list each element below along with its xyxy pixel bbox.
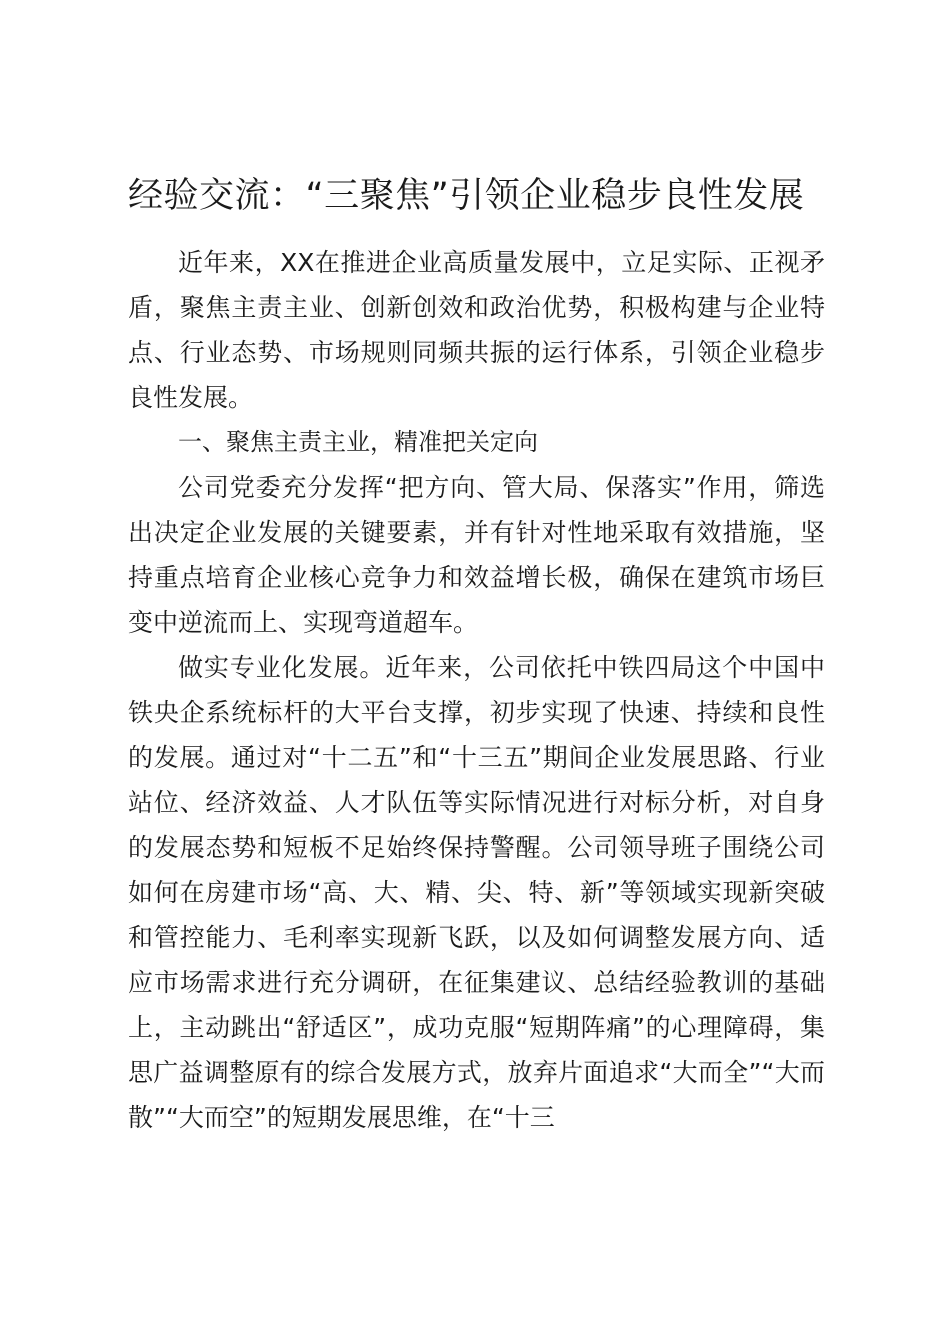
section-paragraph-2: 做实专业化发展。近年来，公司依托中铁四局这个中国中铁央企系统标杆的大平台支撑，初步实现了快速、持续和良性的发展。通过对“十二五”和“十三五”期间企业发展思路、行业站位、经济效益、人才队伍等实际情况进行对标分析，对自身的发展态势和短板不足始终保持警醒。公司领导班子围绕公司如何在房建市场“高、大、精、尖、特、新”等领域实现新突破和管控能力、毛利率实现新飞跃，以及如何调整发展方向、适应市场需求进行充分调研，在征集建议、总结经验教训的基础上，主动跳出“舒适区”，成功克服“短期阵痛”的心理障碍，集思广益调整原有的综合发展方式，放弃片面追求“大而全”“大而散”“大而空”的短期发展思维，在“十三 (128, 653, 825, 1132)
document-title: 经验交流：“三聚焦”引领企业稳步良性发展 (128, 176, 805, 216)
document-body (128, 240, 825, 1140)
section-paragraph-1: 公司党委充分发挥“把方向、管大局、保落实”作用，筛选出决定企业发展的关键要素，并有针对性地采取有效措施，坚持重点培育企业核心竞争力和效益增长极，确保在建筑市场巨变中逆流而上、实现弯道超车。 (128, 473, 825, 637)
intro-paragraph: 近年来，XX在推进企业高质量发展中，立足实际、正视矛盾，聚焦主责主业、创新创效和政治优势，积极构建与企业特点、行业态势、市场规则同频共振的运行体系，引领企业稳步良性发展。 (128, 248, 825, 412)
section-heading: 一、聚焦主责主业，精准把关定向 (178, 428, 538, 456)
